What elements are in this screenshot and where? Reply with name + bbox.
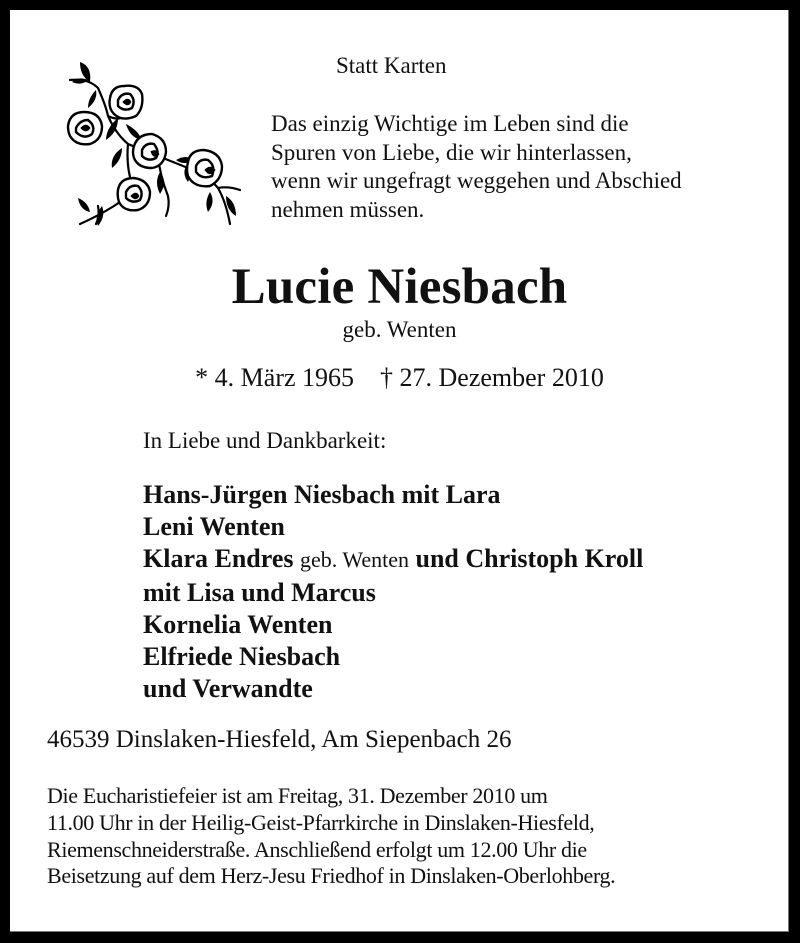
maiden-name: geb. Wenten — [342, 317, 457, 342]
mourner-line: Elfriede Niesbach — [143, 642, 341, 672]
obituary-card — [10, 10, 789, 932]
mourner-maiden-name: geb. Wenten — [299, 547, 409, 573]
mourners-intro: In Liebe und Dankbarkeit: — [143, 428, 387, 453]
birth-date: * 4. März 1965 — [195, 363, 355, 392]
service-line: Riemenschneiderstraße. Anschließend erfolgt um 12.00 Uhr die — [47, 836, 587, 862]
poem-line: nehmen müssen. — [271, 196, 425, 222]
poem-line: Das einzig Wichtige im Leben sind die — [271, 111, 629, 136]
mourner-line: Kornelia Wenten — [143, 609, 333, 639]
mourner-line: Hans-Jürgen Niesbach mit Lara — [143, 480, 501, 509]
mourner-line: mit Lisa und Marcus — [143, 577, 376, 607]
mourner-name: Klara Endres — [143, 544, 294, 574]
mourner-line: und Verwandte — [143, 674, 313, 704]
poem-line: wenn wir ungefragt weggehen und Abschied — [271, 168, 682, 193]
mourner-line — [143, 543, 643, 576]
service-line: Beisetzung auf dem Herz-Jesu Friedhof in Dinslaken-Oberlohberg. — [47, 863, 616, 889]
notice-header: Statt Karten — [336, 53, 447, 78]
deceased-name: Lucie Niesbach — [231, 259, 568, 315]
mourners-list — [143, 479, 643, 705]
address: 46539 Dinslaken-Hiesfeld, Am Siepenbach 26 — [47, 726, 512, 753]
service-line: Die Eucharistiefeier ist am Freitag, 31. Dezember 2010 um — [47, 783, 548, 808]
service-info — [47, 783, 615, 890]
poem — [271, 110, 682, 224]
poem-line: Spuren von Liebe, die wir hinterlassen, — [271, 139, 632, 165]
life-dates — [10, 363, 789, 393]
death-date: † 27. Dezember 2010 — [380, 363, 604, 392]
service-line: 11.00 Uhr in der Heilig-Geist-Pfarrkirche in Dinslaken-Hiesfeld, — [47, 809, 595, 835]
roses-icon — [58, 56, 248, 231]
mourner-line: Leni Wenten — [143, 512, 285, 542]
mourner-partner: und Christoph Kroll — [415, 544, 644, 574]
